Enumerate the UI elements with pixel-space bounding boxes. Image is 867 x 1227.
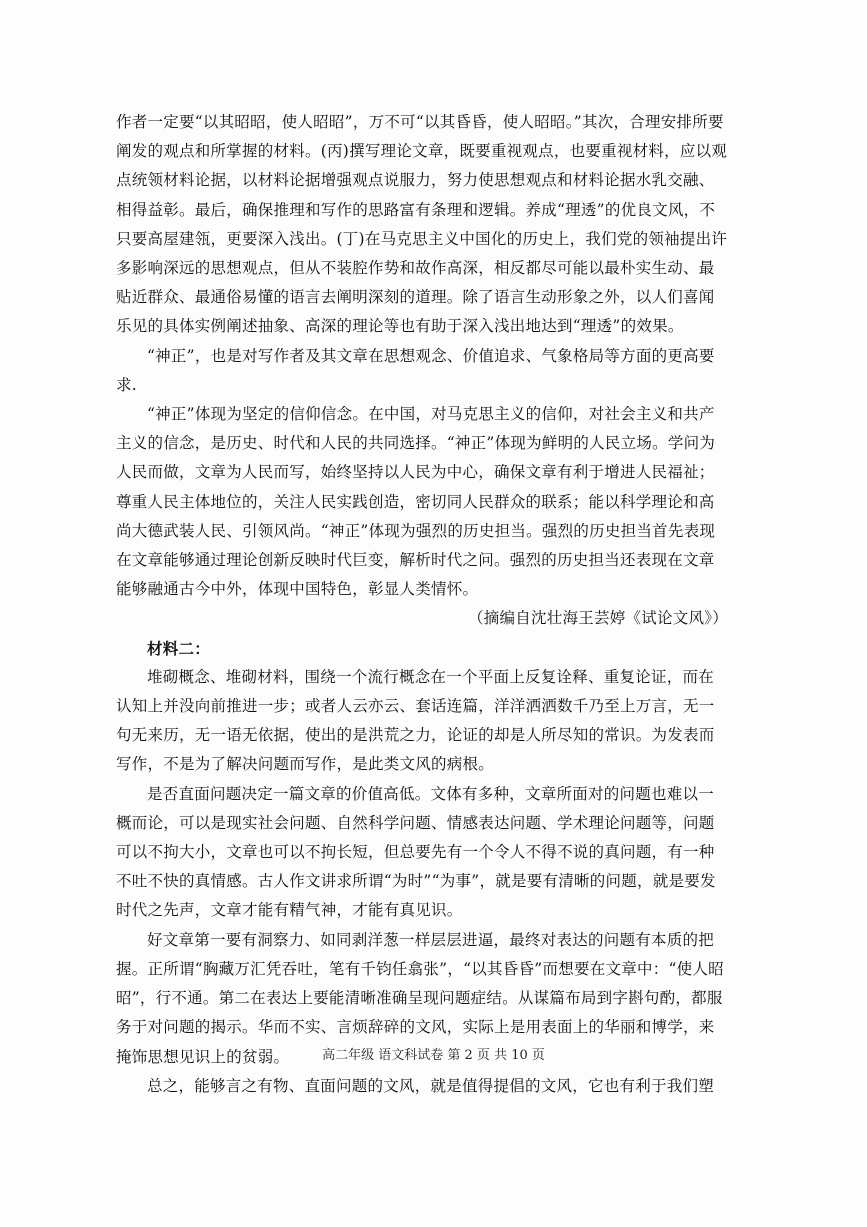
page-footer: 高二年级 语文科试卷 第 2 页 共 10 页 [322, 1048, 545, 1063]
paragraph-continued: 作者一定要“以其昭昭，使人昭昭”，万不可“以其昏昏，使人昭昭。”其次，合理安排所要阐发的观点和所掌握的材料。(丙)撰写理论文章，既要重视观点，也要重视材料，应以观点统领材料论据，以材料论据增强观点说服力，努力使思想观点和材料论据水乳交融、相得益彰。最后，确保推理和写作的思路富有条理和逻辑。养成“理透”的优良文风，不只要高屋建瓴，更要深入浅出。(丁)在马克思主义中国化的历史上，我们党的领袖提出许多影响深远的思想观点，但从不装腔作势和故作高深，相反都尽可能以最朴实生动、最贴近群众、最通俗易懂的语言去阐明深刻的道理。除了语言生动形象之外，以人们喜闻乐见的具体实例阐述抽象、高深的理论等也有助于深入浅出地达到“理透”的效果。 [116, 113, 728, 336]
paragraph-shenzheng-detail: “神正”体现为坚定的信仰信念。在中国，对马克思主义的信仰，对社会主义和共产主义的信念，是历史、时代和人民的共同选择。“神正”体现为鲜明的人民立场。学问为人民而做，文章为人民而写，始终坚持以人民为中心，确保文章有利于增进人民福祉；尊重人民主体地位的，关注人民实践创造，密切同人民群众的联系；能以科学理论和高尚大德武装人民、引领风尚。“神正”体现为强烈的历史担当。强烈的历史担当首先表现在文章能够通过理论创新反映时代巨变，解析时代之问。强烈的历史担当还表现在文章能够融通古今中外，体现中国特色，彰显人类情怀。 [116, 405, 716, 599]
paragraph-shenzheng-intro: “神正”，也是对写作者及其文章在思想观念、价值追求、气象格局等方面的更高要求. [116, 346, 715, 394]
paragraph-material2-1: 堆砌概念、堆砌材料，围绕一个流行概念在一个平面上反复诠释、重复论证，而在认知上并没向前推进一步；或者人云亦云、套话连篇，洋洋洒洒数千乃至上万言，无一句无来历，无一语无依据，使出的是洪荒之力，论证的却是人所尽知的常识。为发表而写作，不是为了解决问题而写作，是此类文风的病根。 [116, 667, 715, 774]
material-heading: 材料二： [147, 638, 211, 658]
paragraph-material2-2: 是否直面问题决定一篇文章的价值高低。文体有多种，文章所面对的问题也难以一概而论，可以是现实社会问题、自然科学问题、情感表达问题、学术理论问题等，问题可以不拘大小，文章也可以不拘长短，但总要先有一个令人不得不说的真问题，有一种不吐不快的真情感。古人作文讲求所谓“为时”“为事”，就是要有清晰的问题，就是要发时代之先声，文章才能有精气神，才能有真见识。 [116, 784, 716, 920]
source-citation: （摘编自沈壮海王芸婷《试论文风》） [467, 609, 728, 628]
paragraph-material2-3: 好文章第一要有洞察力、如同剥洋葱一样层层进逼，最终对表达的问题有本质的把握。正所谓“胸藏万汇凭吞吐，笔有千钧任翕张”，“以其昏昏”而想要在文章中：“使人昭昭”，行不通。第二在表达上要能清晰准确呈现问题症结。从谋篇布局到字斟句酌，都服务于对问题的揭示。华而不实、言烦辞碎的文风，实际上是用表面上的华丽和博学，来掩饰思想见识上的贫弱。 [116, 930, 724, 1066]
document-body [116, 108, 728, 1101]
paragraph-material2-4: 总之，能够言之有物、直面问题的文风，就是值得提倡的文风，它也有利于我们塑 [147, 1076, 715, 1095]
